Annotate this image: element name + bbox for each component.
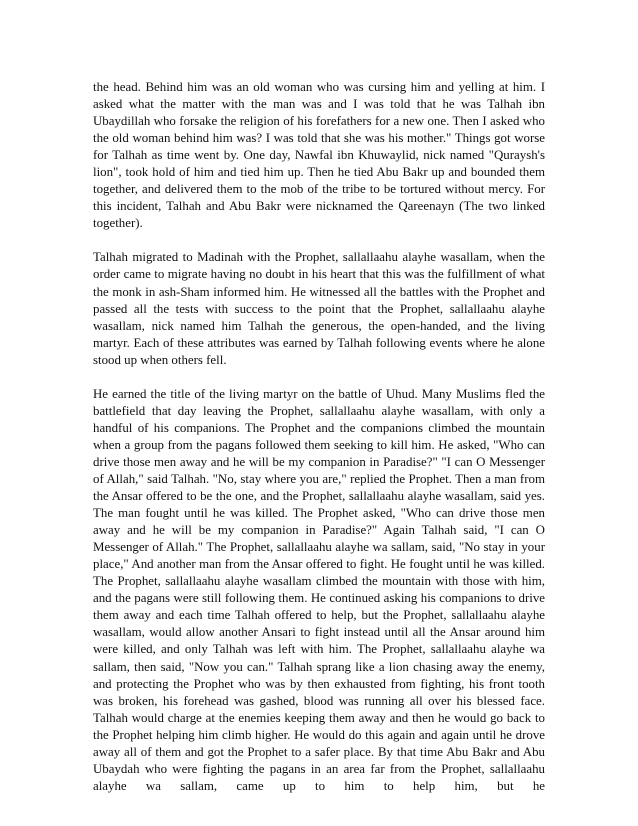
- paragraph-1: the head. Behind him was an old woman who was cursing him and yelling at him. I asked what the matter with the man was and I was told that he was Talhah ibn Ubaydillah who forsake the religion of his forefathers for a new one. Then I asked who the old woman behind him was? I was told that she was his mother." Things got worse for Talhah as time went by. One day, Nawfal ibn Khuwaylid, nick named "Quraysh's lion", took hold of him and tied him up. Then he tied Abu Bakr up and bounded them together, and delivered them to the mob of the tribe to be tortured without mercy. For this incident, Talhah and Abu Bakr were nicknamed the Qareenayn (The two linked together).: [93, 80, 545, 231]
- body-text: [93, 79, 545, 795]
- paragraph-2: Talhah migrated to Madinah with the Prophet, sallallaahu alayhe wasallam, when the order came to migrate having no doubt in his heart that this was the fulfillment of what the monk in ash-Sham informed him. He witnessed all the battles with the Prophet and passed all the tests with success to the point that the Prophet, sallallaahu alayhe wasallam, nick named him Talhah the generous, the open-handed, and the living martyr. Each of these attributes was earned by Talhah following events where he alone stood up when others fell.: [93, 250, 545, 367]
- paragraph-3: He earned the title of the living martyr on the battle of Uhud. Many Muslims fled the battlefield that day leaving the Prophet, sallallaahu alayhe wasallam, with only a handful of his companions. The Prophet and the companions climbed the mountain when a group from the pagans followed them seeking to kill him. He asked, "Who can drive those men away and he will be my companion in Paradise?" "I can O Messenger of Allah," said Talhah. "No, stay where you are," replied the Prophet. Then a man from the Ansar offered to be the one, and the Prophet, sallallaahu alayhe wasallam, said yes. The man fought until he was killed. The Prophet asked, "Who can drive those men away and he will be my companion in Paradise?" Again Talhah said, "I can O Messenger of Allah." The Prophet, sallallaahu alayhe wa sallam, said, "No stay in your place," And another man from the Ansar offered to fight. He fought until he was killed. The Prophet, sallallaahu alayhe wasallam climbed the mountain with those with him, and the pagans were still following them. He continued asking his companions to drive them away and each time Talhah offered to help, but the Prophet, sallallaahu alayhe wasallam, would allow another Ansari to fight instead until all the Ansar around him were killed, and only Talhah was left with him. The Prophet, sallallaahu alayhe wa sallam, then said, "Now you can." Talhah sprang like a lion chasing away the enemy, and protecting the Prophet who was by then exhausted from fighting, his front tooth was broken, his forehead was gashed, blood was running all over his blessed face. Talhah would charge at the enemies keeping them away and then he would go back to the Prophet helping him climb higher. He would do this again and again until he drove away all of them and got the Prophet to a safer place. By that time Abu Bakr and Abu Ubaydah who were fighting the pagans in an area far from the Prophet, sallallaahu alayhe wa sallam, came up to him to help him, but he: [93, 386, 545, 793]
